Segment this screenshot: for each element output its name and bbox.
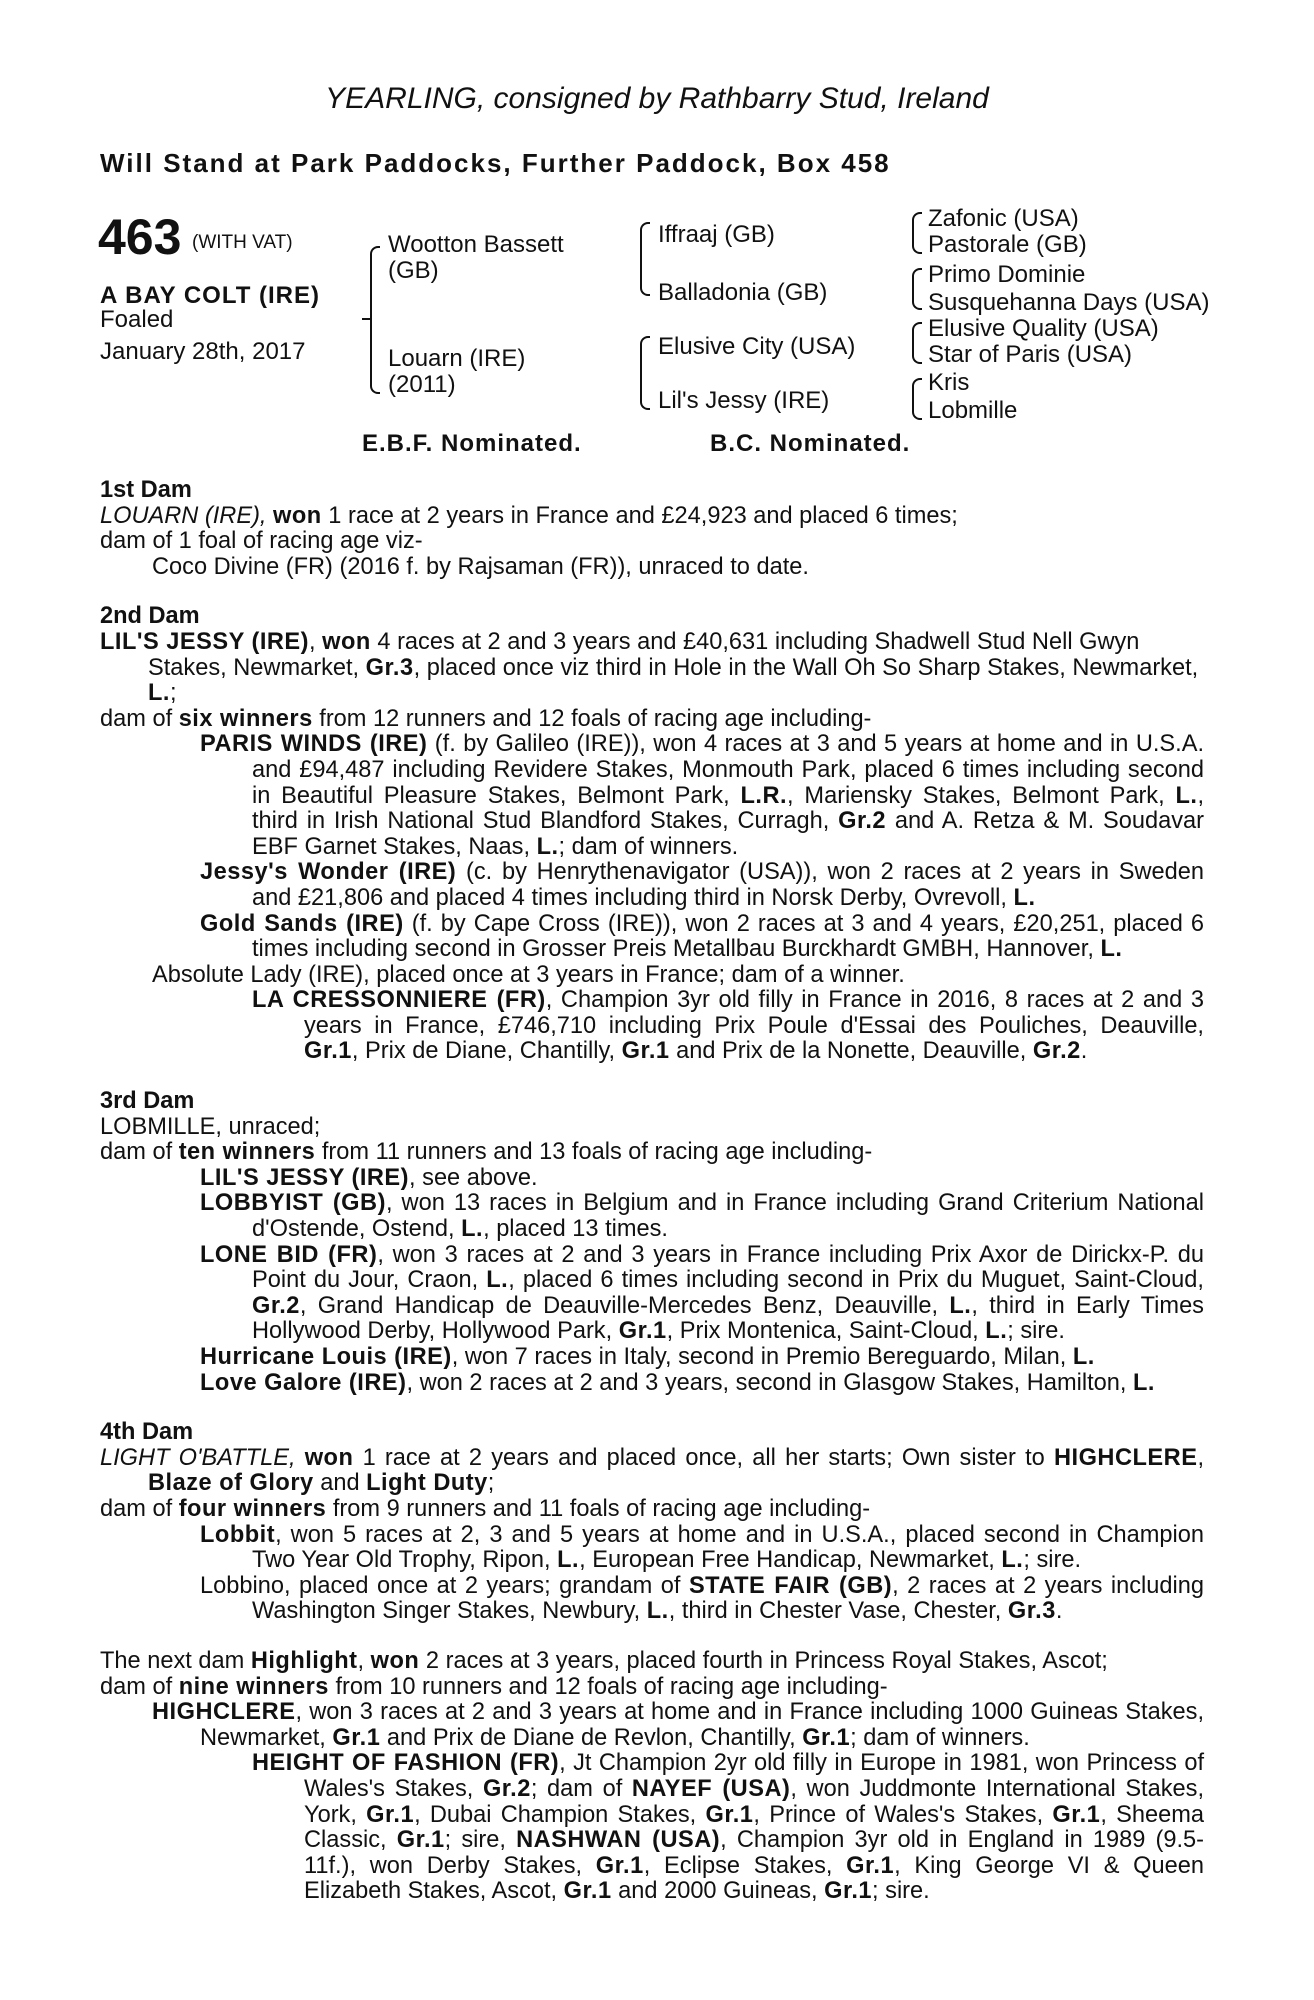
- pedigree-brace: [912, 268, 922, 310]
- produce-entry: PARIS WINDS (IRE) (f. by Galileo (IRE)), won 4 races at 3 and 5 years at home and in U.S.A. and £94,487 including Revidere Stakes, Monmouth Park, placed 6 times including second in Beautiful Pleasure Stakes, Belmont Park, L.R., Mariensky Stakes, Belmont Park, L., third in Irish National Stud Blandford Stakes, Curragh, Gr.2 and A. Retza & M. Soudavar EBF Garnet Stakes, Naas, L.; dam of winners.: [200, 731, 1205, 860]
- second-dam-section: [100, 604, 1204, 1065]
- catalogue-body: [100, 478, 1204, 1905]
- gen3-sds: Primo Dominie: [928, 261, 1086, 288]
- dam-name: Louarn (IRE) (2011): [388, 345, 526, 398]
- bc-nomination: B.C. Nominated.: [710, 430, 911, 457]
- first-dam-section: [100, 478, 1204, 580]
- produce-entry: Gold Sands (IRE) (f. by Cape Cross (IRE)), won 2 races at 3 and 4 years, £20,251, placed 6 times including second in Grosser Preis Metallbau Burckhardt GMBH, Hannover, L.: [200, 910, 1204, 963]
- gen3-sdd: Susquehanna Days (USA): [928, 289, 1210, 316]
- pedigree-brace: [912, 212, 922, 254]
- gen3-sss: Zafonic (USA): [928, 205, 1079, 232]
- section-heading: 4th Dam: [100, 1419, 194, 1446]
- section-heading: 2nd Dam: [100, 603, 200, 630]
- third-dam-section: [100, 1089, 1204, 1396]
- dam-dam: Lil's Jessy (IRE): [658, 387, 830, 414]
- produce-entry: LA CRESSONNIERE (FR), Champion 3yr old filly in France in 2016, 8 races at 2 and 3 years in France, £746,710 including Prix Poule d'Essai des Pouliches, Deauville, Gr.1, Prix de Diane, Chantilly, Gr.1 and Prix de la Nonette, Deauville, Gr.2.: [252, 987, 1204, 1065]
- gen3-dss: Elusive Quality (USA): [928, 315, 1159, 342]
- dam-record: The next dam Highlight, won 2 races at 3 years, placed fourth in Princess Royal Stakes, Ascot;: [100, 1647, 1108, 1674]
- pedigree-brace: [370, 246, 380, 394]
- produce-entry: LONE BID (FR), won 3 races at 2 and 3 years in France including Prix Axor de Dirickx-P. du Point du Jour, Craon, L., placed 6 times including second in Prix du Muguet, Saint-Cloud, Gr.2, Grand Handicap de Deauville-Mercedes Benz, Deauville, L., third in Early Times Hollywood Derby, Hollywood Park, Gr.1, Prix Montenica, Saint-Cloud, L.; sire.: [200, 1241, 1204, 1345]
- foaled-date: January 28th, 2017: [100, 338, 306, 365]
- vat-note: (WITH VAT): [192, 232, 293, 253]
- dam-produce-summary: dam of six winners from 12 runners and 12 foals of racing age including-: [100, 705, 872, 732]
- produce-entry: Hurricane Louis (IRE), won 7 races in Italy, second in Premio Bereguardo, Milan, L.: [200, 1344, 1095, 1370]
- dam-produce-summary: dam of ten winners from 11 runners and 13 foals of racing age including-: [100, 1139, 873, 1166]
- gen3-dds: Kris: [928, 369, 970, 396]
- produce-entry: Lobbit, won 5 races at 2, 3 and 5 years at home and in U.S.A., placed second in Champion Two Year Old Trophy, Ripon, L., European Free Handicap, Newmarket, L.; sire.: [200, 1521, 1204, 1574]
- dam-record: LIL'S JESSY (IRE), won 4 races at 2 and 3 years and £40,631 including Shadwell Stud Nell Gwyn Stakes, Newmarket, Gr.3, placed once viz third in Hole in the Wall Oh So Sharp Stakes, Newmarket, L.;: [100, 628, 1199, 707]
- gen3-dsd: Star of Paris (USA): [928, 341, 1133, 368]
- sire-dam: Balladonia (GB): [658, 279, 828, 306]
- fourth-dam-section: [100, 1420, 1204, 1625]
- dam-produce-summary: dam of 1 foal of racing age viz-: [100, 528, 423, 555]
- produce-entry: HEIGHT OF FASHION (FR), Jt Champion 2yr old filly in Europe in 1981, won Princess of Wales's Stakes, Gr.2; dam of NAYEF (USA), won Juddmonte International Stakes, York, Gr.1, Dubai Champion Stakes, Gr.1, Prince of Wales's Stakes, Gr.1, Sheema Classic, Gr.1; sire, NASHWAN (USA), Champion 3yr old in England in 1989 (9.5-11f.), won Derby Stakes, Gr.1, Eclipse Stakes, Gr.1, King George VI & Queen Elizabeth Stakes, Ascot, Gr.1 and 2000 Guineas, Gr.1; sire.: [252, 1750, 1205, 1905]
- dam-sire: Elusive City (USA): [658, 333, 856, 360]
- sire-sire: Iffraaj (GB): [658, 221, 775, 248]
- produce-entry: Love Galore (IRE), won 2 races at 2 and 3 years, second in Glasgow Stakes, Hamilton, L.: [200, 1369, 1155, 1396]
- dam-record: LOUARN (IRE), won 1 race at 2 years in France and £24,923 and placed 6 times;: [100, 502, 958, 529]
- consignment-line: YEARLING, consigned by Rathbarry Stud, Ireland: [325, 82, 989, 115]
- dam-produce-summary: dam of four winners from 9 runners and 11 foals of racing age including-: [100, 1495, 871, 1522]
- stand-location: Will Stand at Park Paddocks, Further Paddock, Box 458: [100, 148, 891, 178]
- produce-entry: Lobbino, placed once at 2 years; grandam of STATE FAIR (GB), 2 races at 2 years including Washington Singer Stakes, Newbury, L., third in Chester Vase, Chester, Gr.3.: [200, 1572, 1204, 1625]
- gen3-ddd: Lobmille: [928, 397, 1018, 424]
- pedigree-brace: [912, 322, 922, 364]
- ebf-nomination: E.B.F. Nominated.: [362, 430, 582, 457]
- pedigree-brace: [640, 336, 650, 410]
- lot-number: 463: [98, 209, 182, 265]
- section-heading: 1st Dam: [100, 477, 192, 503]
- pedigree-brace: [362, 318, 370, 320]
- pedigree-brace: [912, 378, 922, 420]
- horse-description: A BAY COLT (IRE): [100, 282, 321, 309]
- foaled-label: Foaled: [100, 306, 174, 333]
- produce-entry: Coco Divine (FR) (2016 f. by Rajsaman (FR)), unraced to date.: [152, 553, 809, 580]
- dam-record: LIGHT O'BATTLE, won 1 race at 2 years and placed once, all her starts; Own sister to HIGHCLERE, Blaze of Glory and Light Duty;: [100, 1444, 1204, 1497]
- gen3-ssd: Pastorale (GB): [928, 231, 1087, 258]
- produce-entry: LOBBYIST (GB), won 13 races in Belgium and in France including Grand Criterium National d'Ostende, Ostend, L., placed 13 times.: [200, 1190, 1204, 1243]
- dam-record: LOBMILLE, unraced;: [100, 1113, 321, 1140]
- pedigree-brace: [640, 222, 650, 296]
- foaled-info: [100, 304, 306, 368]
- sire-name: Wootton Bassett (GB): [388, 231, 564, 284]
- next-dam-section: [100, 1649, 1204, 1905]
- dam-produce-summary: dam of nine winners from 10 runners and 12 foals of racing age including-: [100, 1673, 888, 1700]
- produce-entry: Jessy's Wonder (IRE) (c. by Henrythenavigator (USA)), won 2 races at 2 years in Sweden and £21,806 and placed 4 times including third in Norsk Derby, Ovrevoll, L.: [200, 859, 1204, 911]
- produce-entry: LIL'S JESSY (IRE), see above.: [200, 1164, 538, 1191]
- produce-entry: HIGHCLERE, won 3 races at 2 and 3 years at home and in France including 1000 Guineas Stakes, Newmarket, Gr.1 and Prix de Diane de Revlon, Chantilly, Gr.1; dam of winners.: [152, 1699, 1204, 1751]
- section-heading: 3rd Dam: [100, 1088, 195, 1115]
- produce-entry: Absolute Lady (IRE), placed once at 3 years in France; dam of a winner.: [152, 961, 905, 988]
